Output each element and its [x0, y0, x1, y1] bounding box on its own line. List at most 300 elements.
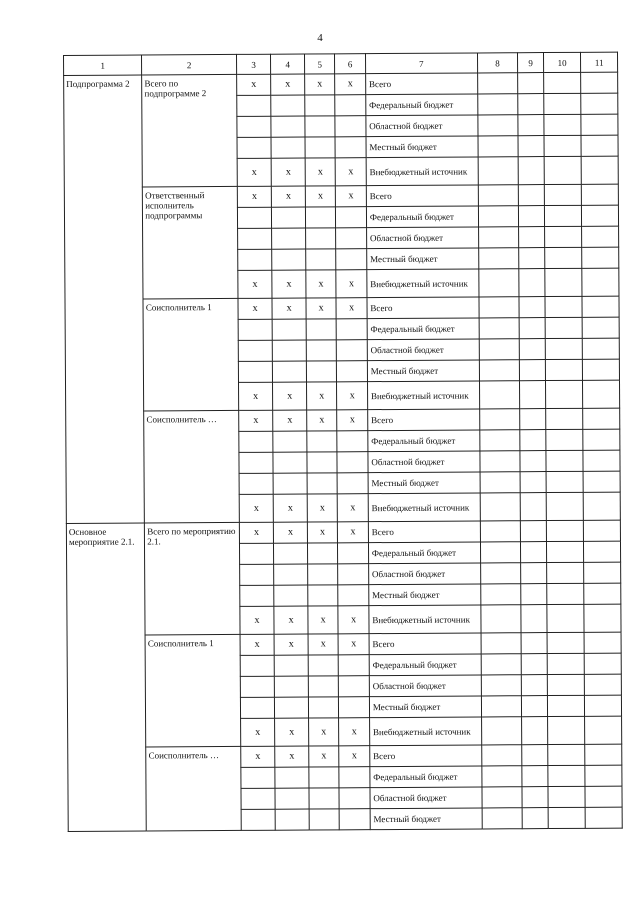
mark-cell: x [275, 746, 309, 767]
mark-cell [241, 767, 276, 788]
mark-cell: x [238, 410, 273, 431]
value-cell [481, 745, 522, 766]
value-cell [518, 73, 544, 94]
source-cell: Областной бюджет [368, 563, 480, 585]
value-cell [583, 450, 620, 471]
source-cell: Внебюджетный источник [366, 157, 478, 186]
value-cell [584, 492, 621, 520]
value-cell [521, 542, 547, 563]
value-cell [522, 696, 548, 717]
mark-cell: x [241, 746, 276, 767]
value-cell [584, 653, 621, 674]
mark-cell [240, 697, 275, 718]
value-cell [522, 675, 548, 696]
value-cell [479, 297, 520, 318]
source-cell: Федеральный бюджет [369, 654, 481, 676]
mark-cell: x [306, 270, 337, 298]
mark-cell: x [335, 158, 366, 186]
mark-cell [338, 585, 369, 606]
mark-cell: x [272, 298, 306, 319]
value-cell [584, 583, 621, 604]
value-cell [520, 381, 546, 409]
value-cell [521, 521, 547, 542]
source-cell: Местный бюджет [370, 808, 482, 830]
mark-cell [273, 361, 307, 382]
mark-cell: x [271, 158, 305, 186]
value-cell [478, 115, 519, 136]
mark-cell [239, 431, 274, 452]
mark-cell: x [308, 718, 339, 746]
budget-table [63, 52, 623, 832]
source-cell: Областной бюджет [369, 675, 481, 697]
value-cell [581, 135, 618, 156]
block-name: Соисполнитель 1 [145, 634, 240, 747]
value-cell [481, 717, 522, 745]
value-cell [518, 115, 544, 136]
mark-cell [339, 676, 370, 697]
value-cell [520, 472, 546, 493]
source-cell: Областной бюджет [366, 227, 478, 249]
value-cell [478, 227, 519, 248]
value-cell [520, 409, 546, 430]
mark-cell [272, 228, 306, 249]
value-cell [547, 716, 585, 744]
value-cell [545, 338, 583, 359]
block-name: Соисполнитель … [146, 746, 241, 831]
value-cell [545, 317, 583, 338]
mark-cell: x [239, 494, 274, 522]
block-name: Всего по мероприятию 2.1. [145, 522, 240, 635]
column-header: 5 [304, 54, 335, 74]
value-cell [584, 562, 621, 583]
mark-cell [339, 697, 370, 718]
mark-cell [237, 228, 272, 249]
value-cell [545, 359, 583, 380]
value-cell [582, 226, 619, 247]
mark-cell [337, 361, 368, 382]
value-cell [548, 807, 586, 828]
mark-cell [307, 452, 338, 473]
source-cell: Областной бюджет [366, 115, 478, 137]
value-cell [518, 94, 544, 115]
mark-cell [271, 95, 305, 116]
mark-cell [339, 767, 370, 788]
mark-cell [308, 655, 339, 676]
mark-cell: x [274, 606, 308, 634]
value-cell [482, 787, 523, 808]
value-cell [583, 380, 620, 408]
mark-cell [272, 207, 306, 228]
mark-cell: x [306, 382, 337, 410]
source-cell: Местный бюджет [367, 360, 479, 382]
mark-cell [308, 585, 339, 606]
mark-cell: x [305, 158, 336, 186]
mark-cell: x [272, 270, 306, 298]
source-cell: Всего [367, 297, 479, 319]
mark-cell [309, 767, 340, 788]
value-cell [545, 296, 583, 317]
column-header: 4 [271, 54, 305, 74]
mark-cell [237, 116, 272, 137]
value-cell [521, 654, 547, 675]
value-cell [583, 429, 620, 450]
mark-cell [240, 585, 275, 606]
source-cell: Всего [368, 521, 480, 543]
value-cell [548, 786, 586, 807]
mark-cell [335, 95, 366, 116]
mark-cell: x [271, 74, 305, 95]
mark-cell [273, 473, 307, 494]
source-cell: Местный бюджет [368, 472, 480, 494]
source-cell: Внебюджетный источник [368, 493, 480, 522]
value-cell [520, 430, 546, 451]
mark-cell: x [238, 270, 273, 298]
value-cell [519, 248, 545, 269]
value-cell [546, 450, 584, 471]
mark-cell [237, 207, 272, 228]
mark-cell [275, 655, 309, 676]
value-cell [582, 296, 619, 317]
mark-cell [274, 564, 308, 585]
mark-cell [239, 564, 274, 585]
mark-cell [275, 676, 309, 697]
value-cell [585, 674, 622, 695]
value-cell [481, 605, 522, 633]
value-cell [480, 451, 521, 472]
mark-cell: x [273, 382, 307, 410]
value-cell [546, 471, 584, 492]
value-cell [519, 318, 545, 339]
value-cell [544, 247, 582, 268]
mark-cell [335, 116, 366, 137]
source-cell: Местный бюджет [366, 136, 478, 158]
mark-cell: x [338, 634, 369, 655]
mark-cell [239, 473, 274, 494]
mark-cell [240, 655, 275, 676]
value-cell [547, 744, 585, 765]
value-cell [581, 93, 618, 114]
mark-cell [305, 228, 336, 249]
column-header: 10 [543, 52, 581, 72]
value-cell [479, 360, 520, 381]
value-cell [585, 786, 622, 807]
mark-cell [238, 361, 273, 382]
mark-cell [335, 137, 366, 158]
value-cell [519, 206, 545, 227]
mark-cell: x [236, 74, 271, 95]
value-cell [478, 157, 519, 185]
mark-cell: x [240, 718, 275, 746]
mark-cell [305, 137, 336, 158]
mark-cell [272, 319, 306, 340]
source-cell: Всего [370, 745, 482, 767]
mark-cell: x [308, 606, 339, 634]
mark-cell [306, 361, 337, 382]
group-name: Подпрограмма 2 [64, 75, 145, 523]
mark-cell [336, 228, 367, 249]
mark-cell: x [336, 186, 367, 207]
value-cell [583, 408, 620, 429]
source-cell: Всего [368, 409, 480, 431]
block-name: Соисполнитель 1 [143, 298, 238, 411]
mark-cell [275, 697, 309, 718]
value-cell [522, 787, 548, 808]
column-header: 6 [335, 54, 366, 74]
value-cell [544, 114, 582, 135]
value-cell [544, 226, 582, 247]
value-cell [480, 584, 521, 605]
mark-cell [237, 95, 272, 116]
value-cell [584, 541, 621, 562]
mark-cell: x [306, 298, 337, 319]
mark-cell [306, 249, 337, 270]
mark-cell [306, 340, 337, 361]
value-cell [583, 359, 620, 380]
mark-cell [307, 564, 338, 585]
value-cell [521, 563, 547, 584]
value-cell [520, 451, 546, 472]
mark-cell: x [338, 522, 369, 543]
source-cell: Федеральный бюджет [368, 430, 480, 452]
source-cell: Внебюджетный источник [367, 269, 479, 298]
value-cell [477, 73, 518, 94]
value-cell [581, 114, 618, 135]
mark-cell: x [308, 634, 339, 655]
value-cell [522, 808, 548, 829]
value-cell [480, 542, 521, 563]
mark-cell: x [337, 382, 368, 410]
mark-cell [241, 788, 276, 809]
source-cell: Областной бюджет [368, 451, 480, 473]
block-name: Соисполнитель … [144, 410, 239, 523]
mark-cell: x [335, 74, 366, 95]
mark-cell [308, 697, 339, 718]
value-cell [479, 409, 520, 430]
mark-cell [337, 340, 368, 361]
mark-cell: x [338, 606, 369, 634]
value-cell [583, 471, 620, 492]
value-cell [582, 317, 619, 338]
value-cell [547, 632, 585, 653]
column-header: 9 [518, 53, 544, 73]
column-header: 1 [64, 55, 142, 75]
value-cell [585, 765, 622, 786]
value-cell [546, 583, 584, 604]
mark-cell [307, 543, 338, 564]
mark-cell [273, 431, 307, 452]
source-cell: Федеральный бюджет [367, 318, 479, 340]
value-cell [481, 633, 522, 654]
mark-cell [275, 809, 309, 830]
source-cell: Областной бюджет [367, 339, 479, 361]
mark-cell [241, 809, 276, 830]
mark-cell: x [337, 410, 368, 431]
value-cell [544, 156, 582, 184]
mark-cell [239, 543, 274, 564]
mark-cell: x [307, 522, 338, 543]
mark-cell: x [239, 522, 274, 543]
value-cell [585, 807, 622, 828]
value-cell [547, 604, 585, 632]
value-cell [585, 695, 622, 716]
mark-cell: x [339, 718, 370, 746]
mark-cell: x [274, 522, 308, 543]
value-cell [480, 493, 521, 521]
mark-cell [336, 319, 367, 340]
mark-cell: x [237, 186, 272, 207]
value-cell [521, 584, 547, 605]
mark-cell [274, 585, 308, 606]
group-name: Основное мероприятие 2.1. [66, 523, 146, 831]
value-cell [477, 94, 518, 115]
value-cell [545, 380, 583, 408]
value-cell [582, 247, 619, 268]
mark-cell: x [338, 494, 369, 522]
mark-cell [307, 431, 338, 452]
value-cell [546, 541, 584, 562]
value-cell [478, 269, 519, 297]
value-cell [479, 381, 520, 409]
value-cell [583, 338, 620, 359]
value-cell [481, 675, 522, 696]
value-cell [547, 653, 585, 674]
value-cell [585, 744, 622, 765]
source-cell: Федеральный бюджет [366, 94, 478, 116]
source-cell: Местный бюджет [369, 584, 481, 606]
source-cell: Федеральный бюджет [368, 542, 480, 564]
mark-cell: x [305, 186, 336, 207]
mark-cell [308, 676, 339, 697]
value-cell [543, 93, 581, 114]
source-cell: Областной бюджет [370, 787, 482, 809]
mark-cell: x [307, 494, 338, 522]
value-cell [478, 206, 519, 227]
source-cell: Местный бюджет [367, 248, 479, 270]
value-cell [482, 808, 523, 829]
mark-cell [309, 809, 340, 830]
value-cell [478, 185, 519, 206]
value-cell [582, 268, 619, 296]
value-cell [584, 520, 621, 541]
mark-cell [272, 249, 306, 270]
source-cell: Всего [365, 73, 477, 95]
value-cell [546, 562, 584, 583]
mark-cell: x [240, 634, 275, 655]
mark-cell [305, 207, 336, 228]
mark-cell [273, 452, 307, 473]
source-cell: Федеральный бюджет [370, 766, 482, 788]
value-cell [479, 339, 520, 360]
mark-cell: x [274, 494, 308, 522]
source-cell: Внебюджетный источник [367, 381, 479, 410]
mark-cell [271, 116, 305, 137]
source-cell: Всего [369, 633, 481, 655]
value-cell [581, 156, 618, 184]
mark-cell: x [275, 718, 309, 746]
value-cell [478, 248, 519, 269]
value-cell [522, 745, 548, 766]
value-cell [546, 429, 584, 450]
value-cell [519, 269, 545, 297]
value-cell [520, 360, 546, 381]
value-cell [519, 297, 545, 318]
mark-cell [338, 543, 369, 564]
mark-cell [306, 319, 337, 340]
value-cell [545, 408, 583, 429]
value-cell [548, 765, 586, 786]
value-cell [584, 604, 621, 632]
value-cell [480, 563, 521, 584]
mark-cell [239, 452, 274, 473]
mark-cell [273, 340, 307, 361]
value-cell [521, 605, 547, 633]
value-cell [543, 72, 581, 93]
mark-cell [339, 655, 370, 676]
mark-cell: x [274, 634, 308, 655]
column-header: 8 [477, 53, 518, 73]
value-cell [522, 766, 548, 787]
mark-cell [274, 543, 308, 564]
value-cell [518, 136, 544, 157]
mark-cell [336, 249, 367, 270]
page-number: 4 [317, 32, 323, 44]
mark-cell [237, 249, 272, 270]
mark-cell [307, 473, 338, 494]
value-cell [522, 717, 548, 745]
value-cell [479, 430, 520, 451]
value-cell [547, 674, 585, 695]
value-cell [519, 227, 545, 248]
value-cell [544, 184, 582, 205]
mark-cell [275, 788, 309, 809]
mark-cell [337, 473, 368, 494]
mark-cell: x [336, 298, 367, 319]
mark-cell: x [304, 74, 335, 95]
column-header: 2 [142, 54, 237, 75]
mark-cell: x [240, 606, 275, 634]
mark-cell [238, 319, 273, 340]
mark-cell [275, 767, 309, 788]
source-cell: Внебюджетный источник [369, 605, 481, 634]
value-cell [521, 633, 547, 654]
mark-cell [337, 452, 368, 473]
mark-cell [338, 564, 369, 585]
mark-cell: x [272, 186, 306, 207]
mark-cell: x [336, 270, 367, 298]
mark-cell: x [273, 410, 307, 431]
mark-cell: x [307, 410, 338, 431]
source-cell: Всего [366, 185, 478, 207]
mark-cell: x [309, 746, 340, 767]
value-cell [518, 157, 544, 185]
value-cell [480, 521, 521, 542]
source-cell: Местный бюджет [369, 696, 481, 718]
value-cell [520, 339, 546, 360]
value-cell [544, 205, 582, 226]
mark-cell: x [238, 298, 273, 319]
mark-cell [271, 137, 305, 158]
mark-cell [237, 137, 272, 158]
mark-cell [337, 431, 368, 452]
value-cell [478, 136, 519, 157]
column-header: 7 [365, 53, 477, 74]
source-cell: Федеральный бюджет [366, 206, 478, 228]
source-cell: Внебюджетный источник [369, 717, 481, 746]
value-cell [544, 135, 582, 156]
mark-cell: x [238, 382, 273, 410]
mark-cell [339, 809, 370, 830]
column-header: 3 [236, 54, 271, 74]
